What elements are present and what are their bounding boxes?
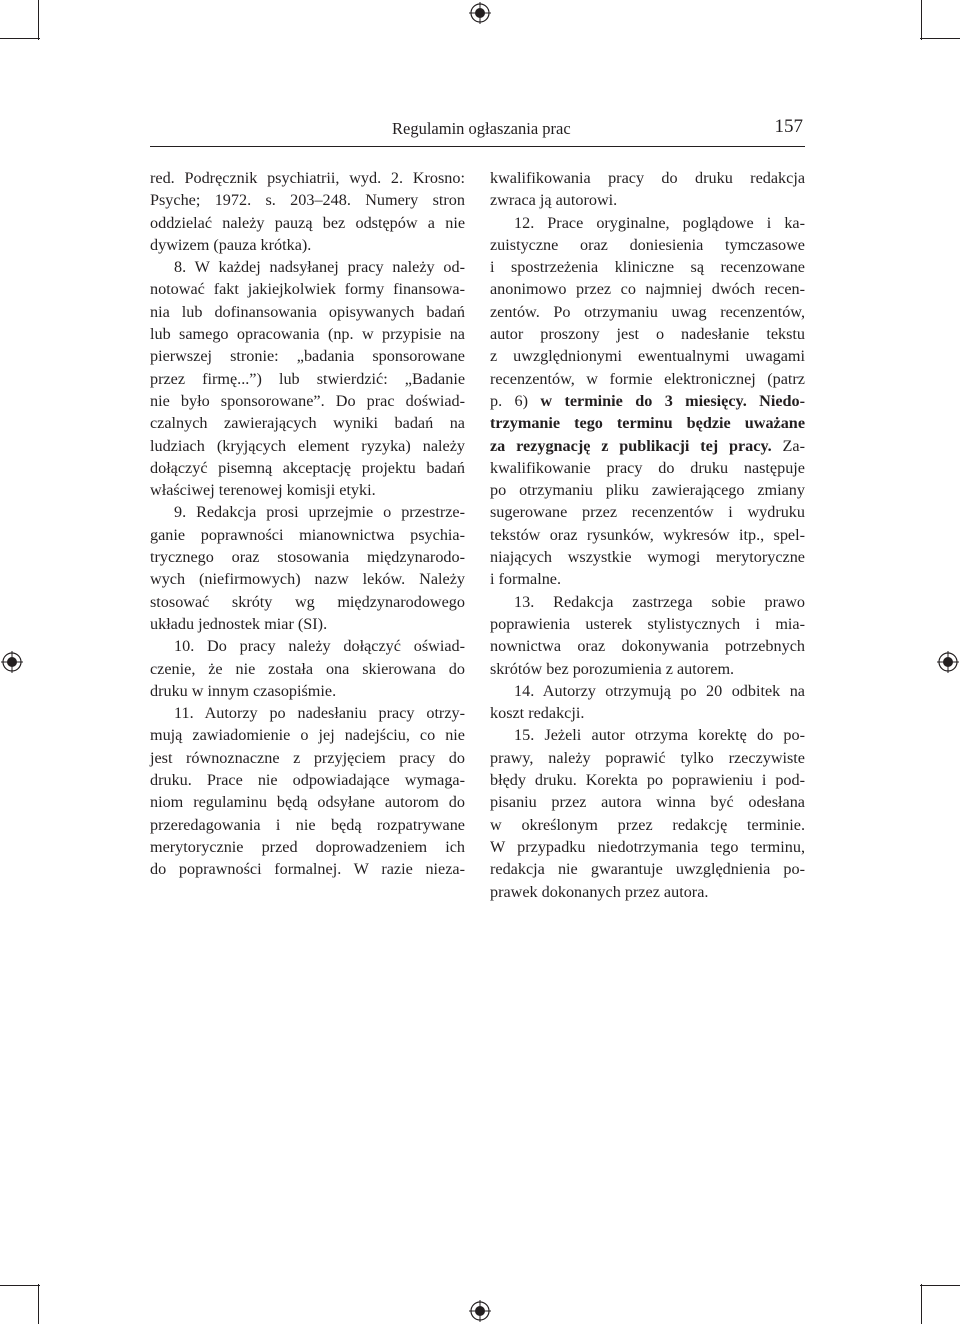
registration-target-icon <box>937 651 959 673</box>
text-line: 11. Autorzy po nadesłaniu pracy otrzy- <box>174 704 465 723</box>
text-line: nownictwa oraz dokonywania potrzebnych <box>490 637 805 656</box>
text-line: ludziach (kryjących element ryzyka) należy <box>150 436 465 455</box>
text-line: prawy, należy poprawić tylko rzeczywiste <box>490 748 805 767</box>
bold-text-run: trzymanie tego terminu będzie uważane <box>490 414 805 433</box>
text-line: pisaniu przez autora winna być odesłana <box>490 793 805 812</box>
crop-mark-bottom-right-h <box>920 1285 960 1286</box>
text-line: zwraca ją autorowi. <box>490 191 618 210</box>
text-line: kwalifikowanie pracy do druku następuje <box>490 458 805 477</box>
text-line: zuistyczne oraz doniesienia tymczasowe <box>490 235 805 254</box>
crop-mark-top-left <box>38 0 39 40</box>
text-line: i formalne. <box>490 570 562 589</box>
text-line: 9. Redakcja prosi uprzejmie o przestrze- <box>174 503 465 522</box>
crop-mark-bottom-left-h <box>0 1285 40 1286</box>
text-line: 10. Do pracy należy dołączyć oświad- <box>174 637 465 656</box>
text-line: druku w innym czasopiśmie. <box>150 681 337 700</box>
text-line: redakcja nie gwarantuje uwzględnienia po- <box>490 860 805 879</box>
crop-mark-top-right-h <box>920 38 960 39</box>
registration-target-icon <box>1 651 23 673</box>
text-line: koszt redakcji. <box>490 704 585 723</box>
page-number: 157 <box>774 116 803 137</box>
registration-target-icon <box>469 1300 491 1322</box>
text-line: stosować skróty wg międzynarodowego <box>150 592 465 611</box>
text-line: sugerowane przez recenzentów i wydruku <box>490 503 805 522</box>
text-line: 8. W każdej nadsyłanej pracy należy od- <box>174 258 465 277</box>
text-line: notować fakt jakiejkolwiek formy finansowa- <box>150 280 465 299</box>
text-line: mują zawiadomienie o jej nadejściu, co nie <box>150 726 465 745</box>
text-line: druku. Prace nie odpowiadające wymaga- <box>150 771 465 790</box>
text-line: do poprawności formalnej. W razie nieza- <box>150 860 465 879</box>
text-line: układu jednostek miar (SI). <box>150 614 328 633</box>
text-line: tekstów oraz rysunków, wykresów itp., spel- <box>490 525 805 544</box>
text-line: dywizem (pauza krótka). <box>150 235 312 254</box>
text-line: merytorycznie przed doprowadzeniem ich <box>150 837 465 856</box>
text-line: i spostrzeżenia kliniczne są recenzowane <box>490 258 805 277</box>
left-column <box>150 167 465 881</box>
crop-mark-bottom-left <box>38 1284 39 1324</box>
bold-text-run: za rezygnację z publikacji tej pracy. <box>490 436 772 455</box>
right-column <box>490 167 805 903</box>
crop-mark-top-right <box>921 0 922 40</box>
text-line: czalnych zawierających wyniki badań na <box>150 414 465 433</box>
text-line: nie było sponsorowane”. Do prac doświad- <box>150 391 465 410</box>
text-line: w określonym przez redakcję terminie. <box>490 815 805 834</box>
text-line: oddzielać należy pauzą bez odstępów a nie <box>150 213 465 232</box>
text-line: skrótów bez porozumienia z autorem. <box>490 659 735 678</box>
text-line: ganie poprawności mianownictwa psychia- <box>150 525 465 544</box>
text-line: jest równoznaczne z przyjęciem pracy do <box>150 748 465 767</box>
text-line <box>490 390 805 412</box>
text-line: zentów. Po otrzymaniu uwag recenzentów, <box>490 302 805 321</box>
text-line: po otrzymaniu pliku zawierającego zmiany <box>490 481 805 500</box>
text-line: 15. Jeżeli autor otrzyma korektę do po- <box>514 726 805 745</box>
crop-mark-top-left-h <box>0 38 40 39</box>
text-line: recenzentów, w formie elektronicznej (patrz <box>490 369 805 388</box>
text-line: błędy druku. Korekta po poprawieniu i pod- <box>490 771 805 790</box>
text-line: autor proszony jest o nadesłanie tekstu <box>490 325 805 344</box>
text-line <box>490 435 805 457</box>
text-run: p. 6) <box>490 391 528 410</box>
text-run: Za- <box>782 436 806 455</box>
text-line: 13. Redakcja zastrzega sobie prawo <box>514 592 805 611</box>
text-line: W przypadku niedotrzymania tego terminu, <box>490 837 805 856</box>
text-line: kwalifikowania pracy do druku redakcja <box>490 169 805 187</box>
text-line: anonimowo przez co najmniej dwóch recen- <box>490 280 805 299</box>
registration-target-icon <box>469 2 491 24</box>
text-line: 12. Prace oryginalne, poglądowe i ka- <box>514 213 805 232</box>
running-head <box>150 114 805 147</box>
crop-mark-bottom-right <box>921 1284 922 1324</box>
text-line: 14. Autorzy otrzymują po 20 odbitek na <box>514 681 805 700</box>
text-line: nia lub dofinansowania opisywanych badań <box>150 302 465 321</box>
text-line: przeredagowania i nie będą rozpatrywane <box>150 815 465 834</box>
text-line: wych (niefirmowych) nazw leków. Należy <box>150 570 465 589</box>
text-line <box>490 412 805 434</box>
text-line: właściwej terenowej komisji etyki. <box>150 481 376 500</box>
text-line: red. Podręcznik psychiatrii, wyd. 2. Krosno: <box>150 169 465 187</box>
running-title: Regulamin ogłaszania prac <box>392 119 571 138</box>
text-line: lub samego opracowania (np. w przypisie na <box>150 325 465 344</box>
text-line: niom regulaminu będą odsyłane autorom do <box>150 793 465 812</box>
text-line: poprawienia usterek stylistycznych i mia- <box>490 614 805 633</box>
text-line: pierwszej stronie: „badania sponsorowane <box>150 347 465 366</box>
text-line: czenie, że nie została ona skierowana do <box>150 659 465 678</box>
text-line: prawek dokonanych przez autora. <box>490 882 709 901</box>
text-line: Psyche; 1972. s. 203–248. Numery stron <box>150 191 465 210</box>
bold-text-run: w terminie do 3 miesięcy. Niedo- <box>540 391 805 410</box>
text-line: przez firmę...”) lub stwierdzić: „Badanie <box>150 369 465 388</box>
text-line: dołączyć pisemną akceptację projektu badań <box>150 458 465 477</box>
text-line: trycznego oraz stosowania międzynarodo- <box>150 548 465 567</box>
text-line: niających wszystkie wymogi merytoryczne <box>490 548 805 567</box>
text-line: z uwzględnionymi ewentualnymi uwagami <box>490 347 805 366</box>
